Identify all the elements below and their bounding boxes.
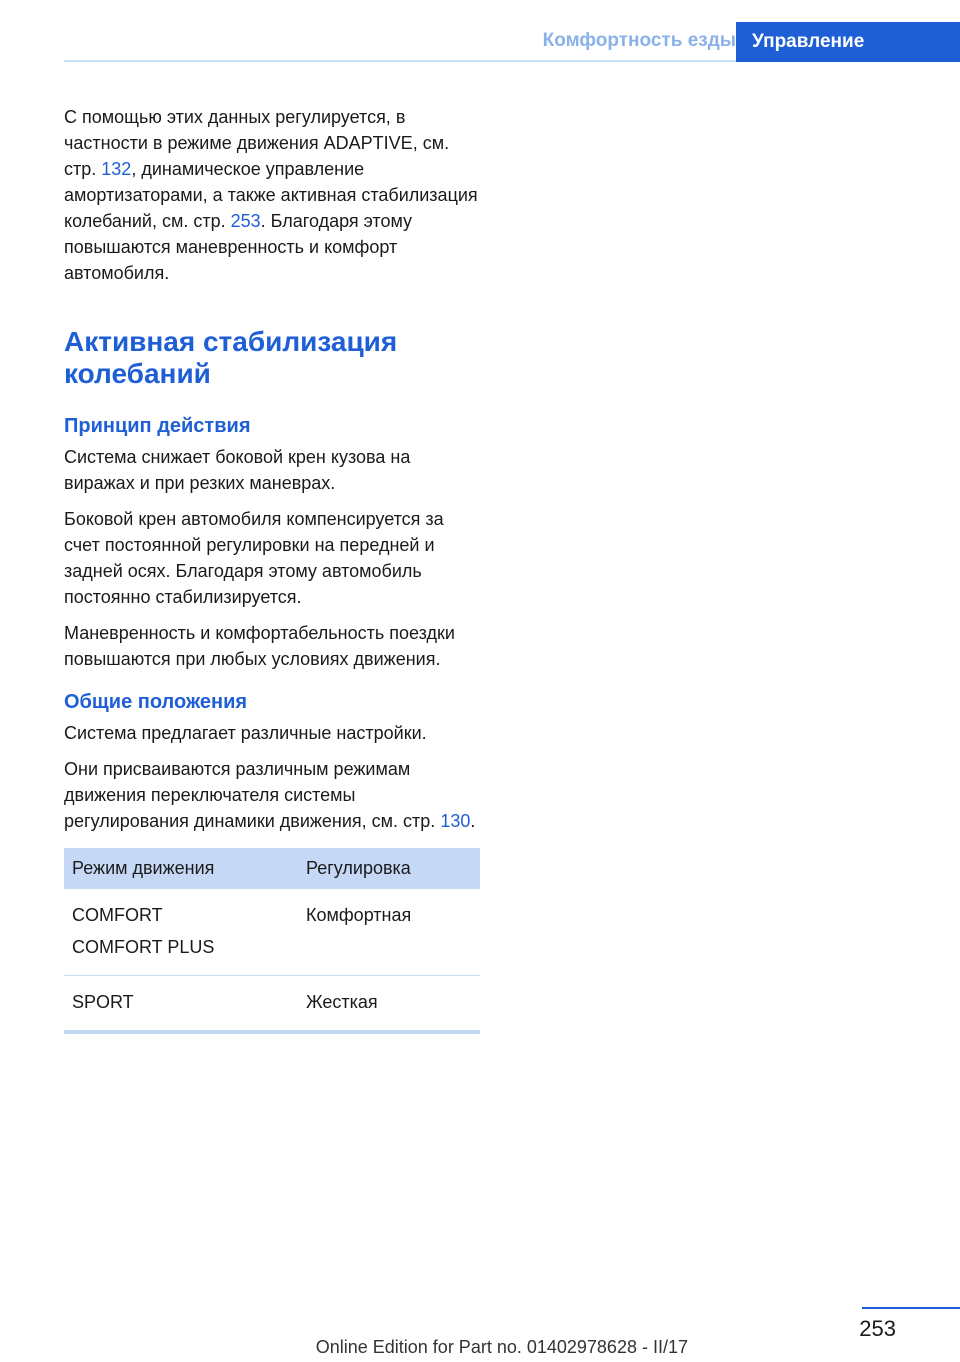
principle-paragraph: Боковой крен автомобиля компенсируется за счет постоянной регулировки на передней и задней осях. Благодаря этому автомобиль постоянно стабилизируется. [64, 509, 444, 607]
principle-paragraph: Система снижает боковой крен кузова на виражах и при резких маневрах. [64, 447, 411, 493]
header-chapter-tab: Управление [736, 22, 960, 62]
mode-cell [64, 889, 298, 976]
general-text: Они присваиваются различным режимам движения переключателя системы регулирования динамики движения, см. стр. [64, 759, 441, 831]
general-text: . [470, 811, 476, 831]
general-heading: Общие положения [64, 691, 248, 713]
intro-paragraph [64, 104, 482, 286]
section-title: Активная стабилизация колебаний [64, 326, 398, 389]
edition-note: Online Edition for Part no. 01402978628 - II/17 [315, 1337, 688, 1357]
drive-mode-table [64, 848, 480, 1034]
mode-value: COMFORT PLUS [72, 937, 215, 957]
page-link-130[interactable]: 130 [440, 811, 471, 831]
general-paragraph [64, 756, 482, 834]
setting-cell: Жесткая [306, 992, 378, 1012]
mode-cell: SPORT [72, 992, 134, 1012]
header-section-title: Комфортность езды [542, 30, 736, 51]
general-paragraph: Система предлагает различные настройки. [64, 723, 427, 743]
column-header-mode: Режим движения [72, 858, 215, 878]
mode-value: COMFORT [72, 905, 163, 925]
intro-text: , динамическое управление амортизаторами, а также активная стабилизация колебаний, см. стр. [64, 159, 478, 231]
intro-text: С помощью этих данных регулируется, в частности в режиме движения ADAPTIVE, см. стр. [64, 107, 450, 179]
intro-text: . Благодаря этому повышаются маневренность и комфорт автомобиля. [64, 211, 413, 283]
page-number: 253 [859, 1316, 896, 1341]
page-content [64, 104, 482, 1034]
table-row [64, 889, 480, 976]
table-header-row [64, 848, 480, 889]
table-row [64, 976, 480, 1033]
setting-cell: Комфортная [306, 905, 412, 925]
page-link-132[interactable]: 132 [101, 159, 132, 179]
column-header-setting: Регулировка [306, 858, 411, 878]
principle-paragraph: Маневренность и комфортабельность поездки повышаются при любых условиях движения. [64, 623, 455, 669]
footer-rule [862, 1307, 960, 1309]
principle-heading: Принцип действия [64, 415, 251, 437]
page-link-253[interactable]: 253 [230, 211, 261, 231]
